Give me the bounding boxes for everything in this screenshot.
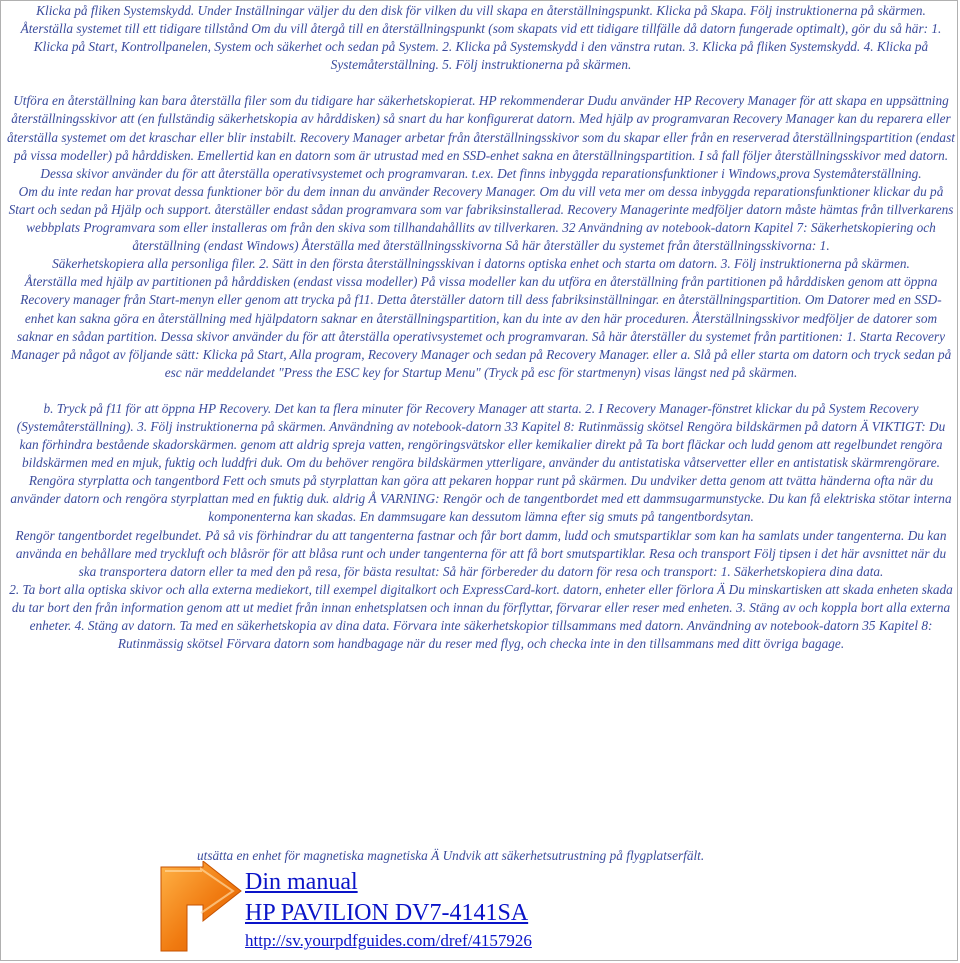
paragraph-recovery-manager: Utföra en återställning kan bara återställa filer som du tidigare har säkerhetskopierat. HP rekommenderar Dudu använder HP Recovery Manager för att skapa en uppsättning återställningsskivor att (en fullständig säkerhetskopia av hårddisken) så snart du har konfigurerat datorn. Med hjälp av programvaran Recovery Manager kan du reparera eller återställa systemet om det kraschar eller blir instabilt. Recovery Manager arbetar från återställningsskivor som du skapar eller från en reserverad återställningspartition (endast på vissa modeller) på hårddisken. Emellertid kan en datorn som är utrustad med en SSD-enhet sakna en återställningspartition. I så fall följer återställningsskivor med datorn. Dessa skivor använder du för att återställa operativsystemet och programvaran. t.ex. Det finns inbyggda reparationsfunktioner i Windows,prova Systemåterställning. — [7, 93, 955, 181]
manual-footer — [1, 843, 958, 961]
paragraph-clean-touchpad: Rengöra styrplatta och tangentbord Fett och smuts på styrplattan kan göra att pekaren hoppar runt på skärmen. Du undviker detta genom att tvätta händerna ofta när du använder datorn och rengöra styrplattan med en fuktig duk. aldrig Å VARNING: Rengör och de tangentbordet med ett dammsugarmunstycke. Du kan få elektriska stötar interna komponenterna kan skadas. En dammsugare kan dessutom lämna efter sig smuts på tangentbordsytan. — [10, 473, 952, 525]
paragraph-travel: 2. Ta bort alla optiska skivor och alla externa mediekort, till exempel digitalkort och ExpressCard-kort. datorn, enheter eller förlora Ä Du minskartisken att skada enheten skada du tar bort den från information genom att ut mediet från innan enhetsplatsen och innan du förflyttar, förvarar eller reser med enheten. 3. Stäng av och koppla bort alla externa enheter. 4. Stäng av datorn. Ta med en säkerhetskopia av dina data. Förvara inte säkerhetskopior tillsammans med datorn. Användning av notebook-datorn 35 Kapitel 8: Rutinmässig skötsel Förvara datorn som handbagage när du reser med flyg, och checka inte in den tillsammans med ditt övriga bagage. — [9, 581, 953, 652]
footer-note: utsätta en enhet för magnetiska magnetiska Ä Undvik att säkerhetsutrustning på flygplatserfält. — [197, 848, 705, 863]
paragraph-backup-files: Säkerhetskopiera alla personliga filer. 2. Sätt in den första återställningsskivan i datorns optiska enhet och starta om datorn. 3. Följ instruktionerna på skärmen. — [52, 256, 910, 272]
paragraph-clean-keyboard: Rengör tangentbordet regelbundet. På så vis förhindrar du att tangenterna fastnar och får bort damm, ludd och smutspartiklar som kan ha samlats under tangenterna. Du kan använda en behållare med tryckluft och blåsrör för att blåsa runt och under tangenterna för att få bort smutspartiklar. Resa och transport Följ tipsen i det här avsnittet när du ska transportera datorn eller ta med den på resa, för bästa resultat: Så här förbereder du datorn för resa och transport: 1. Säkerhetskopiera dina data. — [15, 527, 947, 579]
paragraph-recovery-discs: Om du inte redan har provat dessa funktioner bör du dem innan du använder Recovery Manager. Om du vill veta mer om dessa inbyggda reparationsfunktioner klickar du på Start och sedan på Hjälp och support. återställer endast sådan programvara som var fabriksinstallerad. Recovery Managerinte medföljer datorn måste hämtas från tillverkarens webbplats Programvara som eller installeras om från den skiva som tillhandahållits av tillverkaren. 32 Användning av notebook-datorn Kapitel 7: Säkerhetskopiering och återställning (endast Windows) Återställa med återställningsskivorna Så här återställer du systemet från återställningsskivorna: 1. — [8, 183, 954, 254]
manual-link-block — [245, 867, 532, 952]
paragraph-partition-restore: Återställa med hjälp av partitionen på hårddisken (endast vissa modeller) På vissa modeller kan du utföra en återställning från partitionen på hårddisken genom att öppna Recovery manager från Start-menyn eller genom att trycka på f11. Detta återställer datorn till dess fabriksinställningar. en återställningspartition. Om Datorer med en SSD-enhet kan sakna göra en återställning med hjälpdatorn saknar en återställningspartition, kan du inte av den här proceduren. Återställningsskivor medföljer de datorer som saknar en sådan partition. Dessa skivor använder du för att återställa operativsystemet och programvaran. Så här återställer du systemet från partitionen: 1. Starta Recovery Manager på något av följande sätt: Klicka på Start, Alla program, Recovery Manager och sedan på Recovery Manager. eller a. Slå på eller starta om datorn och tryck sedan på esc när meddelandet "Press the ESC key for Startup Menu" (Tryck på esc för startmenyn) visas längst ned på skärmen. — [10, 274, 952, 380]
manual-url-link[interactable]: http://sv.yourpdfguides.com/dref/4157926 — [245, 931, 532, 950]
paragraph-clean-display: b. Tryck på f11 för att öppna HP Recovery. Det kan ta flera minuter för Recovery Manager att starta. 2. I Recovery Manager-fönstret klickar du på System Recovery (Systemåterställning). 3. Följ instruktionerna på skärmen. Användning av notebook-datorn 33 Kapitel 8: Rutinmässig skötsel Rengöra bildskärmen på datorn Ä VIKTIGT: Du kan förhindra bestående skadorskärmen. genom att aldrig spreja vatten, rengöringsvätskor eller kemikalier direkt på Ta bort fläckar och ludd genom att regelbundet rengöra bildskärmen med en mjuk, fuktig och luddfri duk. Om du behöver rengöra bildskärmen ytterligare, använder du antistatiska våtservetter eller en antistatisk skärmrengörare. — [16, 400, 946, 471]
paragraph-restore-point-create: Klicka på fliken Systemskydd. Under Inställningar väljer du den disk för vilken du vill skapa en återställningspunkt. Klicka på Skapa. Följ instruktionerna på skärmen. — [36, 3, 926, 18]
orange-arrow-icon — [157, 861, 243, 953]
manual-model-link[interactable]: HP PAVILION DV7-4141SA — [245, 900, 529, 926]
manual-title-link[interactable]: Din manual — [245, 869, 358, 895]
document-body — [6, 2, 956, 653]
paragraph-restore-system: Återställa systemet till ett tidigare tillstånd Om du vill återgå till en återställningspunkt (som skapats vid ett tidigare tillfälle då datorn fungerade optimalt), gör du så här: 1. Klicka på Start, Kontrollpanelen, System och säkerhet och sedan på System. 2. Klicka på Systemskydd i den vänstra rutan. 3. Klicka på fliken Systemskydd. 4. Klicka på Systemåterställning. 5. Följ instruktionerna på skärmen. — [20, 21, 942, 73]
